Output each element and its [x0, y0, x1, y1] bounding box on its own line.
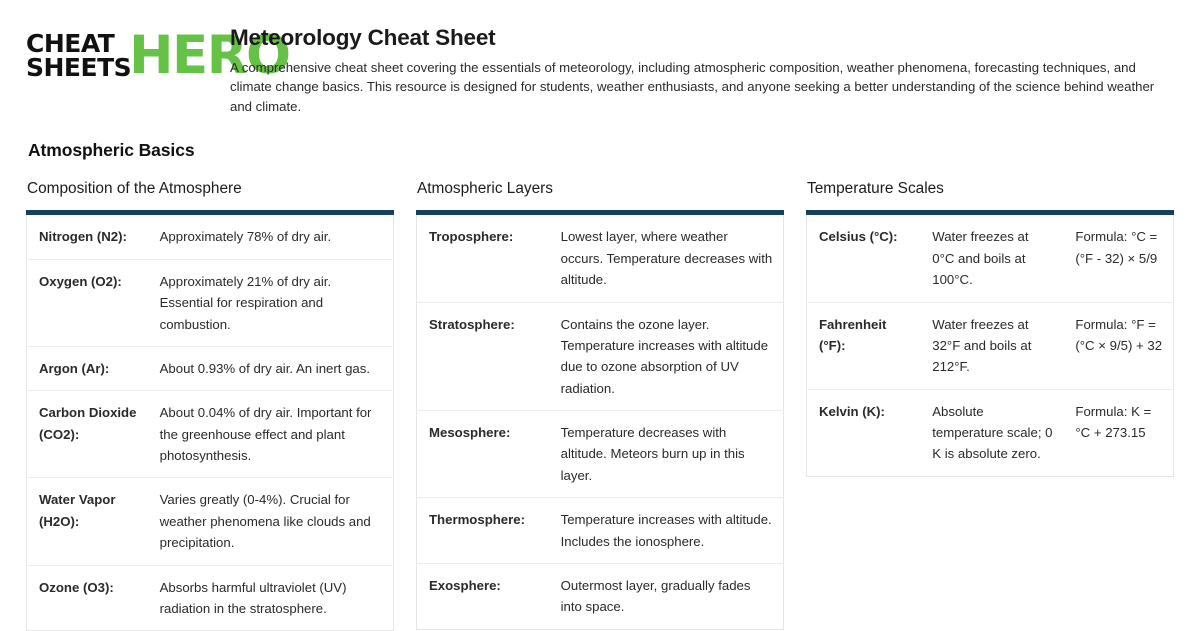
table-row: [27, 391, 394, 478]
logo-rows: [26, 25, 290, 86]
logo-accent-hero: HERO: [129, 25, 290, 86]
table-composition: [26, 210, 394, 631]
row-description: Temperature decreases with altitude. Meteors burn up in this layer.: [549, 411, 784, 498]
row-formula: Formula: K = °C + 273.15: [1075, 403, 1152, 441]
content-columns: [0, 179, 1200, 631]
table-row: [807, 213, 1174, 302]
row-description: Approximately 78% of dry air.: [148, 213, 394, 259]
row-description: Approximately 21% of dry air. Essential for respiration and combustion.: [148, 259, 394, 346]
brand-logo[interactable]: [26, 22, 290, 86]
table-body: [27, 213, 394, 631]
row-description: Absolute temperature scale; 0 K is absolute zero.: [932, 403, 1053, 462]
row-formula: Formula: °F = (°C × 9/5) + 32: [1063, 302, 1173, 389]
row-term: Carbon Dioxide (CO2):: [27, 391, 148, 478]
row-description: Lowest layer, where weather occurs. Temperature decreases with altitude.: [549, 213, 784, 302]
column-heading: Temperature Scales: [807, 180, 944, 198]
logo-line-cheat: CHEAT: [26, 29, 115, 59]
row-term: Fahrenheit (°F):: [807, 302, 921, 389]
table-row: [27, 565, 394, 631]
table-body: [807, 213, 1174, 476]
row-term: Celsius (°C):: [807, 213, 921, 302]
row-description: Temperature increases with altitude. Includes the ionosphere.: [549, 498, 784, 564]
row-description: Outermost layer, gradually fades into space.: [560, 577, 751, 615]
table-row: [807, 302, 1174, 389]
row-description: Varies greatly (0-4%). Crucial for weather phenomena like clouds and precipitation.: [148, 478, 394, 565]
section-title-atmospheric-basics: Atmospheric Basics: [28, 140, 195, 161]
table-temperature-scales: [806, 210, 1174, 476]
table-row: [27, 213, 394, 259]
row-term: Stratosphere:: [417, 302, 549, 411]
row-description: Absorbs harmful ultraviolet (UV) radiation in the stratosphere.: [159, 579, 347, 616]
table-row: [417, 563, 784, 629]
logo-wordmark-stack: [26, 29, 132, 83]
column-composition: [26, 179, 394, 631]
column-heading: Composition of the Atmosphere: [27, 180, 242, 198]
table-row: [807, 389, 1174, 476]
row-term: Thermosphere:: [417, 498, 549, 564]
row-term: Oxygen (O2):: [27, 259, 148, 346]
table-atmospheric-layers: [416, 210, 784, 629]
row-term: Kelvin (K):: [819, 403, 885, 419]
table-row: [417, 411, 784, 498]
row-term: Ozone (O3):: [39, 579, 114, 595]
row-term: Nitrogen (N2):: [27, 213, 148, 259]
table-body: [417, 213, 784, 629]
row-term: Mesosphere:: [417, 411, 549, 498]
table-row: [417, 302, 784, 411]
column-heading: Atmospheric Layers: [417, 180, 554, 198]
column-atmospheric-layers: [416, 179, 784, 630]
row-description: About 0.93% of dry air. An inert gas.: [148, 346, 394, 390]
table-row: [27, 346, 394, 390]
column-temperature-scales: [806, 179, 1174, 477]
page-title: Meteorology Cheat Sheet: [230, 25, 496, 50]
table-row: [27, 259, 394, 346]
row-term: Argon (Ar):: [27, 346, 148, 390]
row-term: Exosphere:: [429, 577, 501, 593]
table-row: [417, 213, 784, 302]
row-formula: Formula: °C = (°F - 32) × 5/9: [1063, 213, 1173, 302]
row-description: Contains the ozone layer. Temperature increases with altitude due to ozone absorption of UV radiation.: [549, 302, 784, 411]
page-subtitle: A comprehensive cheat sheet covering the essentials of meteorology, including atmospheric composition, weather phenomena, forecasting techniques, and climate change basics. This resource is designed for students, weather enthusiasts, and anyone seeking a better understanding of the science behind weather and climate.: [230, 60, 1155, 114]
row-term: Troposphere:: [417, 213, 549, 302]
row-term: Water Vapor (H2O):: [27, 478, 148, 565]
table-row: [27, 478, 394, 565]
page-header: [0, 0, 1200, 116]
row-description: Water freezes at 0°C and boils at 100°C.: [920, 213, 1063, 302]
table-row: [417, 498, 784, 564]
header-text-block: [198, 22, 1170, 116]
logo-line-sheets: SHEETS: [26, 53, 132, 83]
row-description: About 0.04% of dry air. Important for the greenhouse effect and plant photosynthesis.: [148, 391, 394, 478]
row-description: Water freezes at 32°F and boils at 212°F.: [920, 302, 1063, 389]
